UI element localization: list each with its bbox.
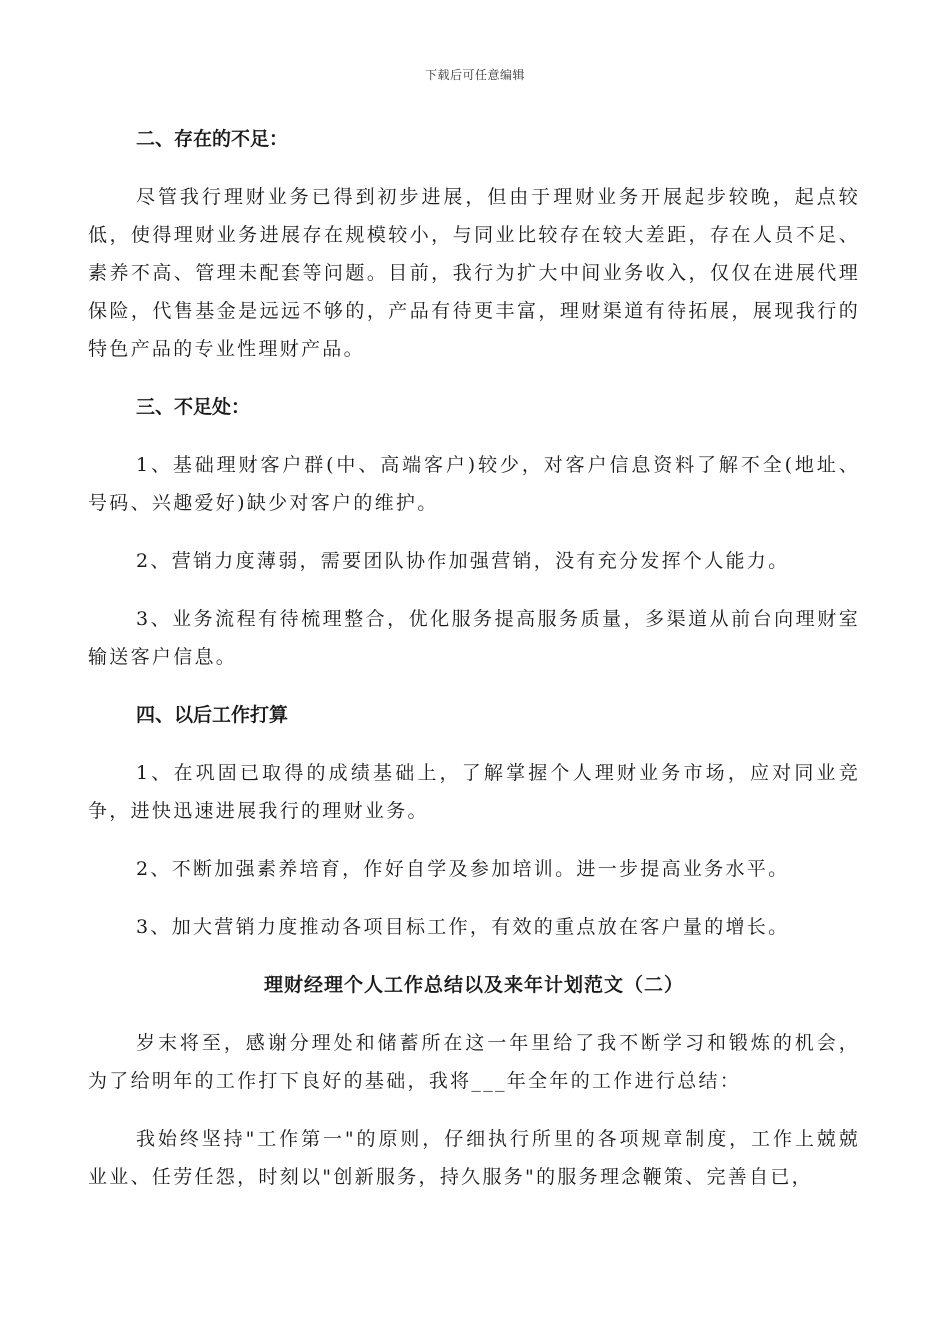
paragraph-work-attitude: 我始终坚持"工作第一"的原则，仔细执行所里的各项规章制度，工作上兢兢业业、任劳任怨，时刻以"创新服务，持久服务"的服务理念鞭策、完善自已，	[88, 1128, 860, 1188]
section-heading-shortcomings: 二、存在的不足：	[136, 128, 289, 150]
section-heading-future-plans: 四、以后工作打算	[136, 704, 289, 726]
paragraph-shortcomings: 尽管我行理财业务已得到初步进展，但由于理财业务开展起步较晚，起点较低，使得理财业务进展存在规模较小，与同业比较存在较大差距，存在人员不足、素养不高、管理未配套等问题。目前，我行为扩大中间业务收入，仅仅在进展代理保险，代售基金是远远不够的，产品有待更丰富，理财渠道有待拓展，展现我行的特色产品的专业性理财产品。	[88, 186, 860, 360]
section-heading-deficiencies: 三、不足处：	[136, 396, 251, 418]
list-item-deficiency-3: 3、业务流程有待梳理整合，优化服务提高服务质量，多渠道从前台向理财室输送客户信息。	[88, 608, 860, 668]
list-item-deficiency-2: 2、营销力度薄弱，需要团队协作加强营销，没有充分发挥个人能力。	[136, 550, 790, 572]
list-item-plan-3: 3、加大营销力度推动各项目标工作，有效的重点放在客户量的增长。	[136, 916, 790, 938]
document-part-title: 理财经理个人工作总结以及来年计划范文（二）	[263, 974, 684, 996]
page-header-note: 下载后可任意编辑	[424, 68, 525, 82]
list-item-deficiency-1: 1、基础理财客户群(中、高端客户)较少，对客户信息资料了解不全(地址、号码、兴趣爱好)缺少对客户的维护。	[88, 454, 860, 514]
paragraph-intro: 岁末将至，感谢分理处和储蓄所在这一年里给了我不断学习和锻炼的机会，为了给明年的工作打下良好的基础，我将___年全年的工作进行总结：	[88, 1032, 860, 1092]
list-item-plan-2: 2、不断加强素养培育，作好自学及参加培训。进一步提高业务水平。	[136, 858, 790, 880]
document-body	[88, 120, 860, 1196]
list-item-plan-1: 1、在巩固已取得的成绩基础上，了解掌握个人理财业务市场，应对同业竞争，进快迅速进展我行的理财业务。	[88, 762, 860, 822]
